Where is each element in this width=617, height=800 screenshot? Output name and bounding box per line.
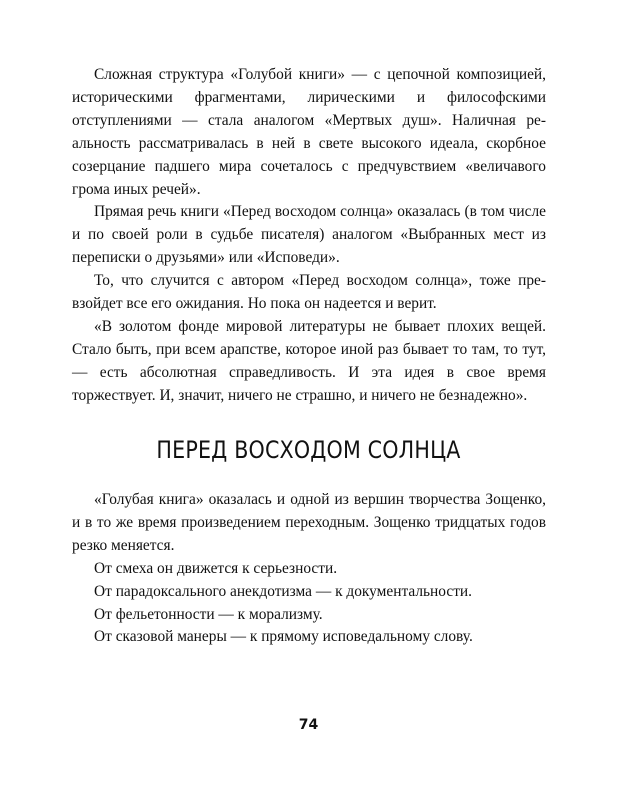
paragraph: От фельетонности — к морализму. (94, 605, 323, 623)
body-text-bottom (72, 489, 546, 649)
paragraph: От сказовой манеры — к прямому исповедальному слову. (94, 628, 473, 646)
paragraph: От смеха он движется к серьезности. (94, 559, 338, 577)
paragraph: «В золотом фонде мировой литературы не бывает плохих вещей. Стало быть, при всем арапстве, которое иной раз бывает то там, то тут, — есть абсолютная справедливость. И эта идея в свое время торжествует. И, значит, ничего не страшно, и ничего не безнадежно». (72, 317, 546, 404)
paragraph: «Голубая книга» оказалась и одной из вершин творчества Зощенко, и в то же время произведением переходным. Зощенко тридцатых годов резко меняется. (72, 491, 546, 554)
paragraph: От парадоксального анекдотизма — к документальности. (94, 582, 473, 600)
page-number: 74 (298, 717, 319, 733)
chapter-title: ПЕРЕД ВОСХОДОМ СОЛНЦА (156, 436, 461, 464)
paragraph: Сложная структура «Голубой книги» — с цепочной композицией, историческими фрагментами, лирическими и философскими отступлениями — стала аналогом «Мертвых душ». Наличная реальность рассматривалась в ней в свете высокого идеала, скорбное созерцание падшего мира сочеталось с предчувствием «величавого грома иных речей». (72, 66, 546, 198)
paragraph: Прямая речь книги «Перед восходом солнца» оказалась (в том числе и по своей роли в судьбе писателя) аналогом «Выбранных мест из переписки о друзьями» или «Исповеди». (72, 203, 546, 267)
body-text-top (72, 64, 546, 408)
paragraph: То, что случится с автором «Перед восходом солнца», тоже превзойдет все его ожидания. Но пока он надеется и верит. (72, 272, 546, 313)
